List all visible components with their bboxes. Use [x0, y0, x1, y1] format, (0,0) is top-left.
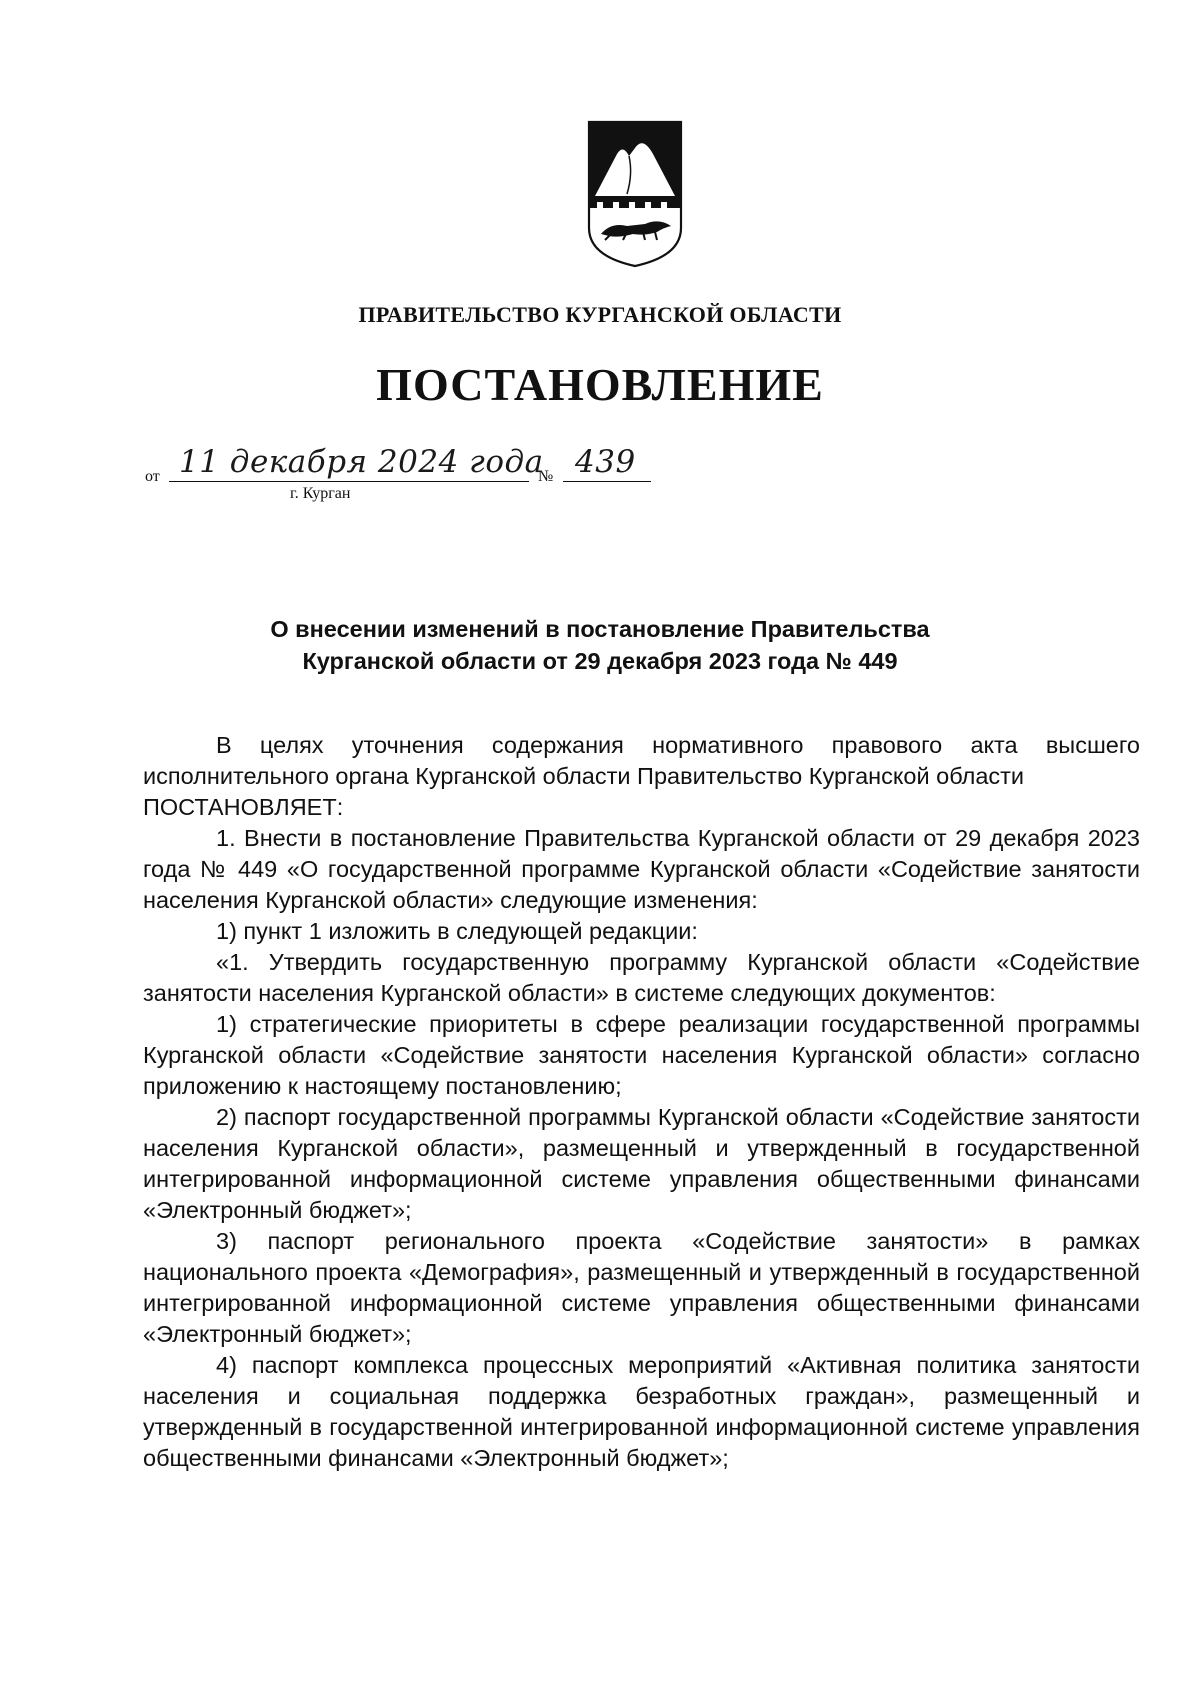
number-label: № [538, 468, 554, 485]
preamble-paragraph: В целях уточнения содержания нормативного правового акта высшего исполнительного органа Курганской области Правительство Курганской области [143, 732, 1140, 789]
list-item-4: 4) паспорт комплекса процессных мероприятий «Активная политика занятости населения и социальная поддержка безработных граждан», размещенный и утвержденный в государственной интегрированной информационной системе управления общественными финансами «Электронный бюджет»; [143, 1352, 1140, 1471]
list-item-2: 2) паспорт государственной программы Курганской области «Содействие занятости населения Курганской области», размещенный и утвержденный в государственной интегрированной информационной системе управления общественными финансами «Электронный бюджет»; [143, 1104, 1140, 1223]
document-subject [0, 613, 1200, 677]
handwritten-number: 439 [575, 444, 636, 480]
new-clause-1: «1. Утвердить государственную программу Курганской области «Содействие занятости населения Курганской области» в системе следующих документов: [143, 949, 1140, 1006]
subclause-1: 1) пункт 1 изложить в следующей редакции: [216, 918, 698, 944]
date-underline [169, 481, 529, 482]
document-body [143, 730, 1140, 1474]
coat-of-arms-icon [583, 118, 687, 268]
decree-word: ПОСТАНОВЛЯЕТ: [143, 794, 344, 820]
date-prefix-label: от [145, 468, 160, 485]
document-date-number [145, 444, 665, 508]
document-type-title: ПОСТАНОВЛЕНИЕ [376, 359, 824, 410]
list-item-1: 1) стратегические приоритеты в сфере реализации государственной программы Курганской области «Содействие занятости населения Курганской области» согласно приложению к настоящему постановлению; [143, 1011, 1140, 1099]
number-underline [563, 481, 651, 482]
subject-line-2: Курганской области от 29 декабря 2023 года № 449 [302, 648, 898, 674]
list-item-3: 3) паспорт регионального проекта «Содействие занятости» в рамках национального проекта «Демография», размещенный и утвержденный в государственной интегрированной информационной системе управления общественными финансами «Электронный бюджет»; [143, 1228, 1140, 1347]
clause-1: 1. Внести в постановление Правительства Курганской области от 29 декабря 2023 года № 449 «О государственной программе Курганской области «Содействие занятости населения Курганской области» следующие изменения: [143, 825, 1140, 913]
handwritten-date: 11 декабря 2024 года [179, 444, 544, 480]
government-title: ПРАВИТЕЛЬСТВО КУРГАНСКОЙ ОБЛАСТИ [358, 302, 842, 327]
subject-line-1: О внесении изменений в постановление Правительства [270, 616, 930, 642]
city-label: г. Курган [290, 485, 351, 502]
